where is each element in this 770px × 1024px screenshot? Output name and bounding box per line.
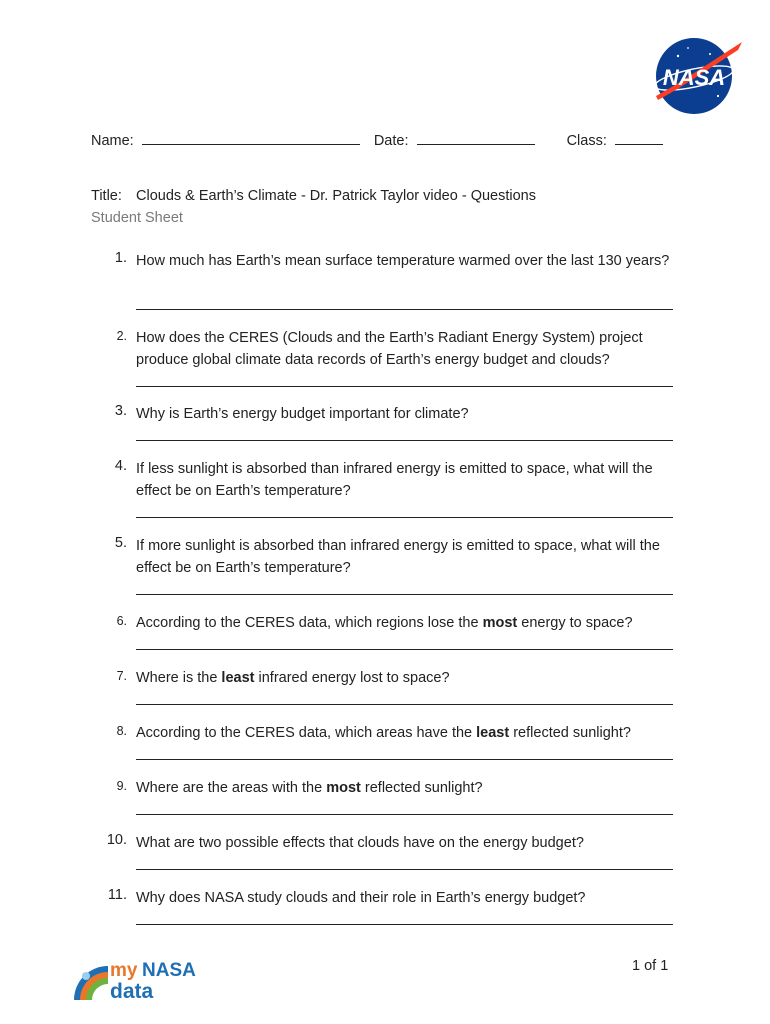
worksheet-title [91,188,536,204]
class-label: Class: [566,133,607,149]
question-text [136,458,676,502]
question-number: 6. [116,614,127,628]
student-info-row [91,132,663,149]
answer-line[interactable] [136,440,673,441]
question-text-segment: energy to space? [517,615,633,631]
emphasis-word: least [476,725,510,741]
date-label: Date: [373,133,409,149]
question-text [136,403,676,425]
svg-text:NASA: NASA [662,65,726,90]
question-text-segment: Why is Earth’s energy budget important for climate? [136,406,469,422]
answer-line[interactable] [136,814,673,815]
answer-line[interactable] [136,924,673,925]
answer-line[interactable] [136,649,673,650]
question-text [136,722,676,744]
question-number: 7. [116,669,127,683]
question-number: 9. [116,779,127,793]
my-nasa-data-logo [72,956,202,1002]
emphasis-word: most [326,780,361,796]
answer-line[interactable] [136,594,673,595]
page-number: 1 of 1 [632,958,669,974]
answer-line[interactable] [136,759,673,760]
question-number: 2. [116,329,127,343]
question-number: 8. [116,724,127,738]
answer-line[interactable] [136,309,673,310]
title-text: Clouds & Earth’s Climate - Dr. Patrick Taylor video - Questions [136,188,536,204]
question-text-segment: How does the CERES (Clouds and the Earth’s Radiant Energy System) project produce global climate data records of Earth’s energy budget and clouds? [136,330,643,368]
question-text-segment: How much has Earth’s mean surface temperature warmed over the last 130 years? [136,253,670,269]
title-label: Title: [91,188,122,204]
nasa-logo [648,34,744,118]
question-text [136,887,676,909]
question-text-segment: According to the CERES data, which regions lose the [136,615,483,631]
question-number: 1. [114,250,127,266]
question-text-segment: What are two possible effects that clouds have on the energy budget? [136,835,584,851]
question-text-segment: infrared energy lost to space? [254,670,450,686]
answer-line[interactable] [136,386,673,387]
question-text [136,667,676,689]
question-text [136,535,676,579]
question-text-segment: If more sunlight is absorbed than infrared energy is emitted to space, what will the effect be on Earth’s temperature? [136,538,660,576]
question-text-segment: Where are the areas with the [136,780,327,796]
name-field[interactable] [142,132,360,145]
question-number: 11. [107,887,127,903]
answer-line[interactable] [136,869,673,870]
svg-text:data: data [110,980,154,1002]
class-field[interactable] [615,132,663,145]
question-text-segment: If less sunlight is absorbed than infrared energy is emitted to space, what will the effect be on Earth’s temperature? [136,461,653,499]
question-number: 3. [114,403,127,419]
worksheet-subtitle: Student Sheet [91,210,183,226]
date-field[interactable] [417,132,535,145]
question-number: 4. [114,458,127,474]
name-label: Name: [91,133,134,149]
question-text-segment: reflected sunlight? [509,725,631,741]
svg-text:NASA: NASA [142,960,196,981]
question-number: 5. [114,535,127,551]
question-text [136,832,676,854]
question-text-segment: Why does NASA study clouds and their role in Earth’s energy budget? [136,890,586,906]
question-text [136,612,676,634]
answer-line[interactable] [136,704,673,705]
emphasis-word: least [221,670,255,686]
answer-line[interactable] [136,517,673,518]
emphasis-word: most [482,615,518,631]
question-text [136,327,676,371]
question-number: 10. [106,832,127,848]
question-text [136,777,676,799]
question-text [136,250,676,272]
question-text-segment: reflected sunlight? [360,780,483,796]
svg-text:my: my [110,960,138,981]
question-text-segment: Where is the [136,670,222,686]
question-text-segment: According to the CERES data, which areas have the [136,725,477,741]
